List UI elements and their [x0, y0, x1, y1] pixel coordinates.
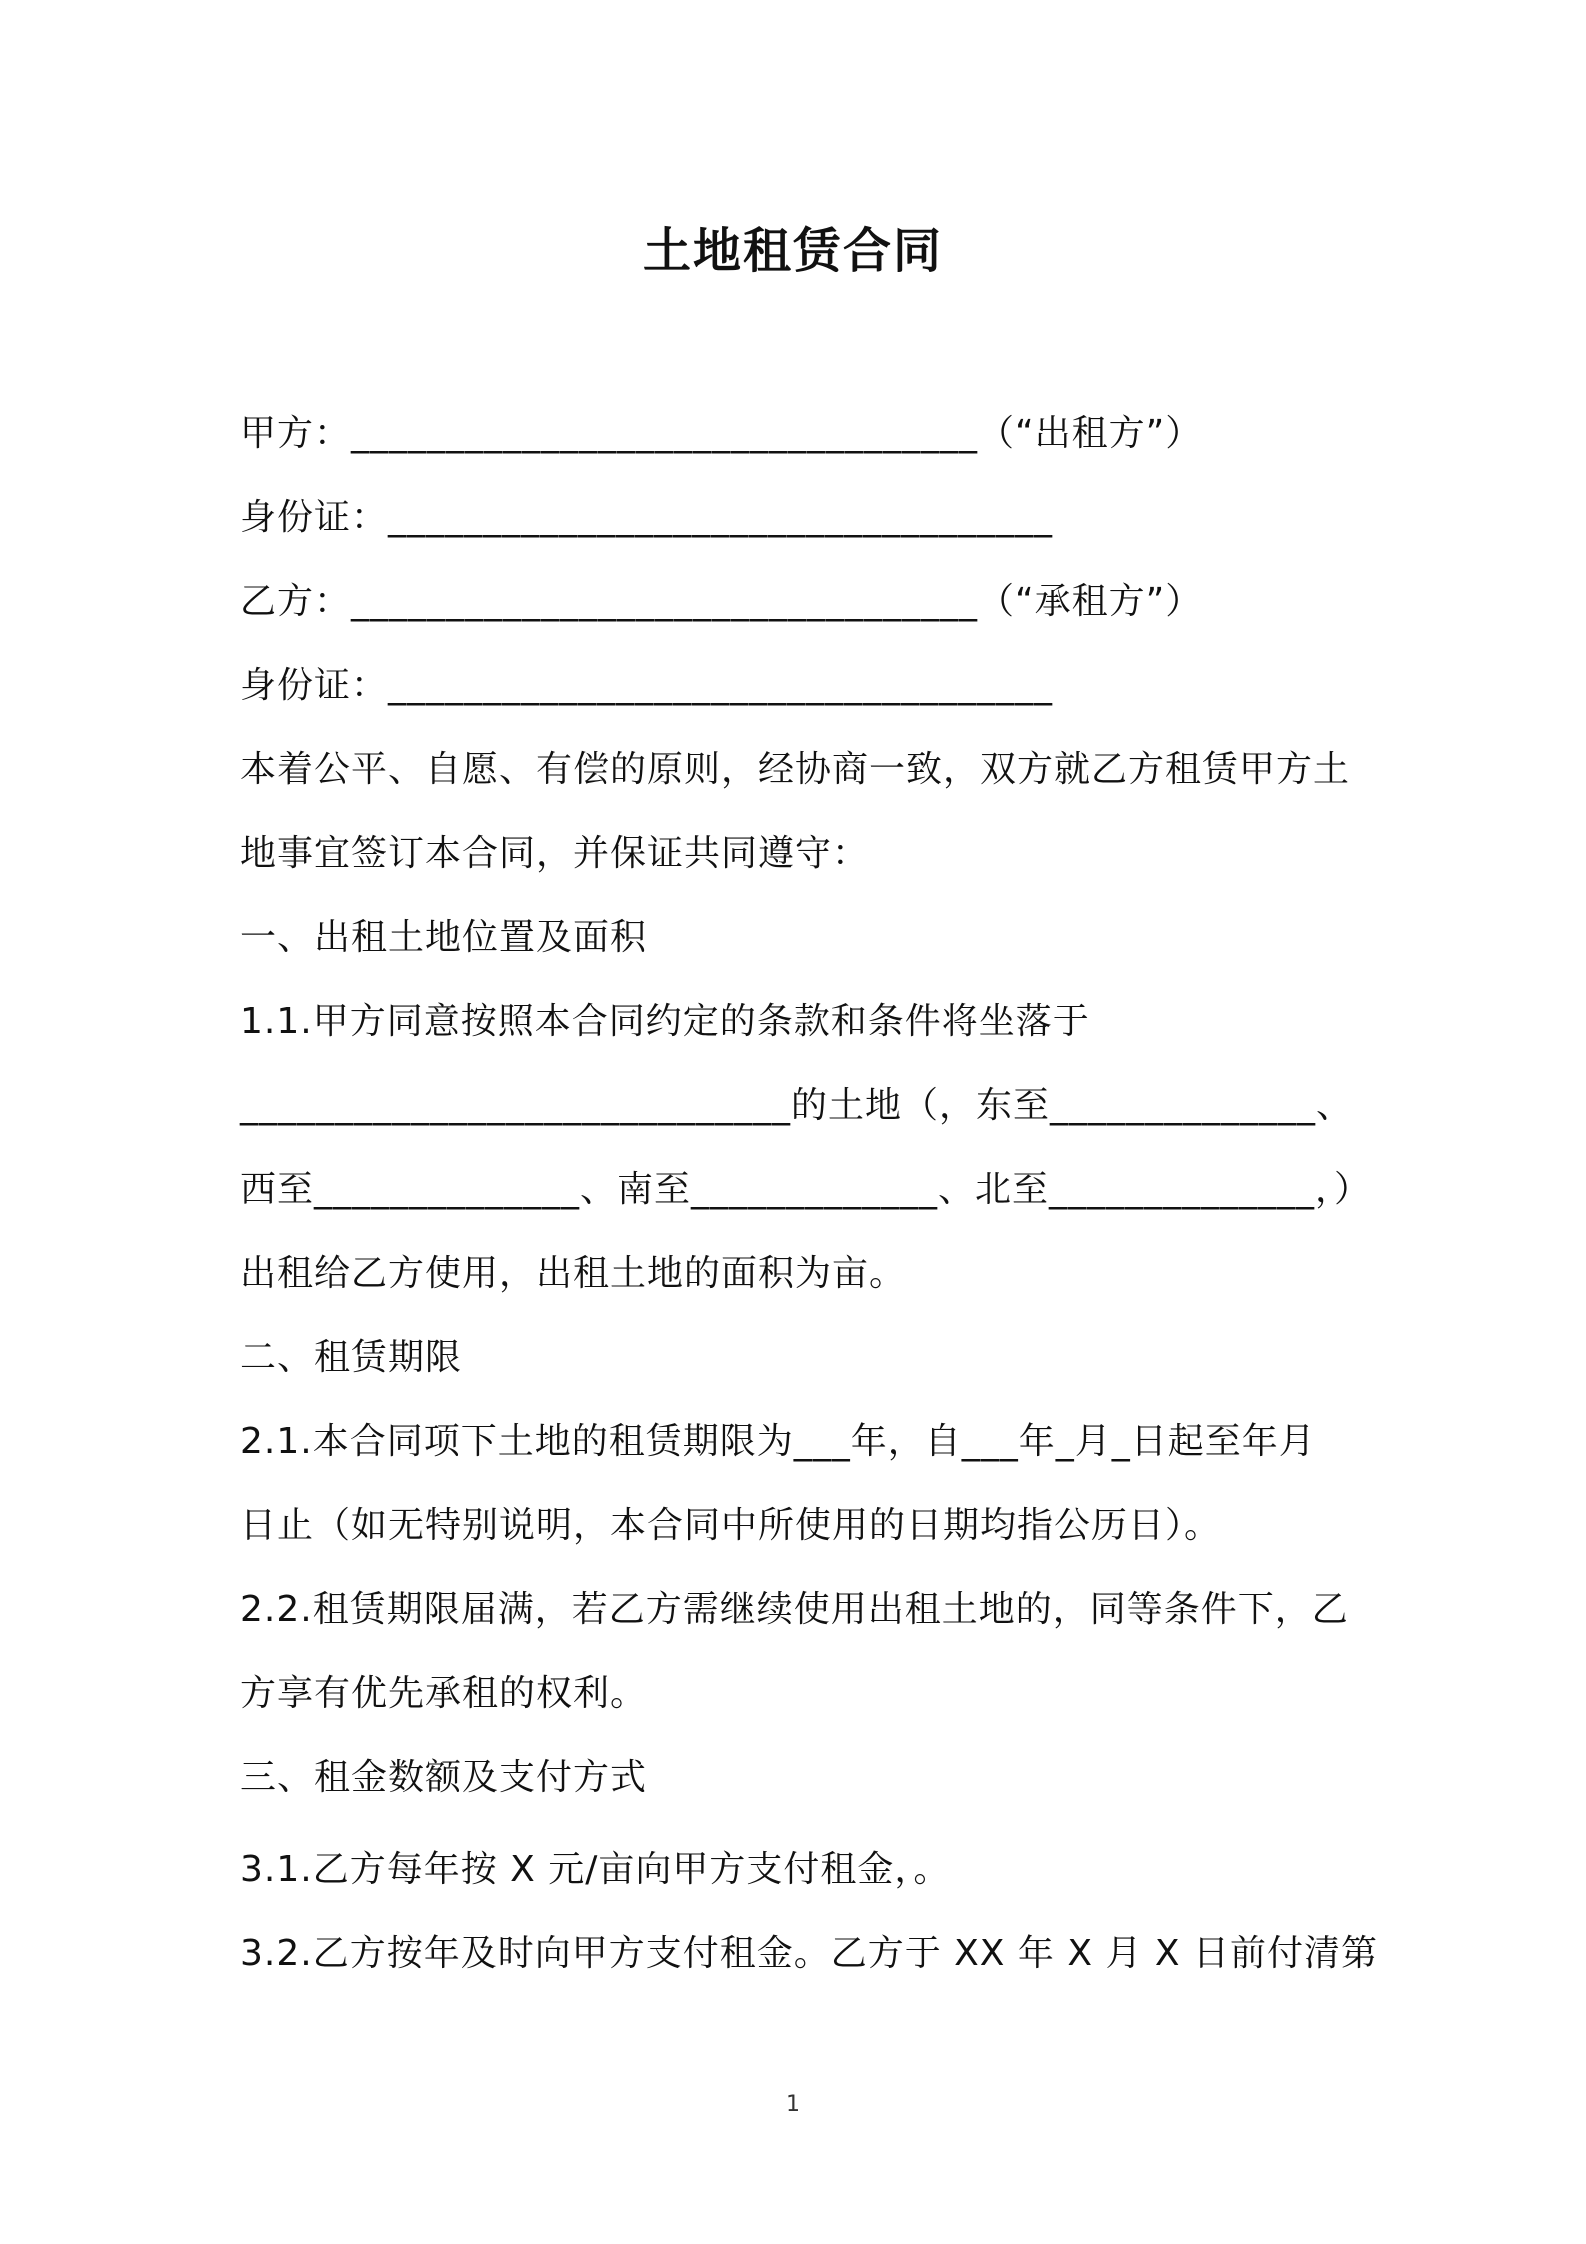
section-3-heading: 三、租金数额及支付方式 — [240, 1757, 648, 1798]
clause-2-2-line-2: 方享有优先承租的权利。 — [240, 1673, 648, 1714]
clause-1-1-line-3: 西至______________、南至_____________、北至______________，） — [240, 1169, 1372, 1210]
clause-3-1-line: 3.1.乙方每年按 X 元/亩向甲方支付租金，。 — [240, 1849, 951, 1890]
party-a-line: 甲方：_________________________________（“出租方”） — [240, 413, 1203, 454]
preamble-line-1: 本着公平、自愿、有偿的原则，经协商一致，双方就乙方租赁甲方土 — [240, 749, 1351, 790]
preamble-line-2: 地事宜签订本合同，并保证共同遵守： — [240, 833, 870, 874]
clause-1-1-line-4: 出租给乙方使用，出租土地的面积为亩。 — [240, 1253, 907, 1294]
clause-2-1-line-2: 日止（如无特别说明，本合同中所使用的日期均指公历日）。 — [240, 1505, 1222, 1546]
document-title: 土地租赁合同 — [642, 223, 943, 279]
party-b-line: 乙方：_________________________________（“承租方”） — [240, 581, 1203, 622]
clause-3-2-line: 3.2.乙方按年及时向甲方支付租金。乙方于 XX 年 X 月 X 日前付清第 — [240, 1933, 1379, 1974]
clause-1-1-line-2: _____________________________的土地（，东至______________、 — [240, 1085, 1354, 1126]
section-1-heading: 一、出租土地位置及面积 — [240, 917, 648, 958]
page-number: 1 — [786, 2092, 800, 2117]
clause-1-1-line-1: 1.1.甲方同意按照本合同约定的条款和条件将坐落于 — [240, 1001, 1090, 1042]
party-b-id-line: 身份证：___________________________________ — [240, 665, 1054, 706]
clause-2-1-line-1: 2.1.本合同项下土地的租赁期限为___年，自___年_月_日起至年月 — [240, 1421, 1316, 1462]
party-a-id-line: 身份证：___________________________________ — [240, 497, 1054, 538]
section-2-heading: 二、租赁期限 — [240, 1337, 463, 1378]
clause-2-2-line-1: 2.2.租赁期限届满，若乙方需继续使用出租土地的，同等条件下，乙 — [240, 1589, 1349, 1630]
